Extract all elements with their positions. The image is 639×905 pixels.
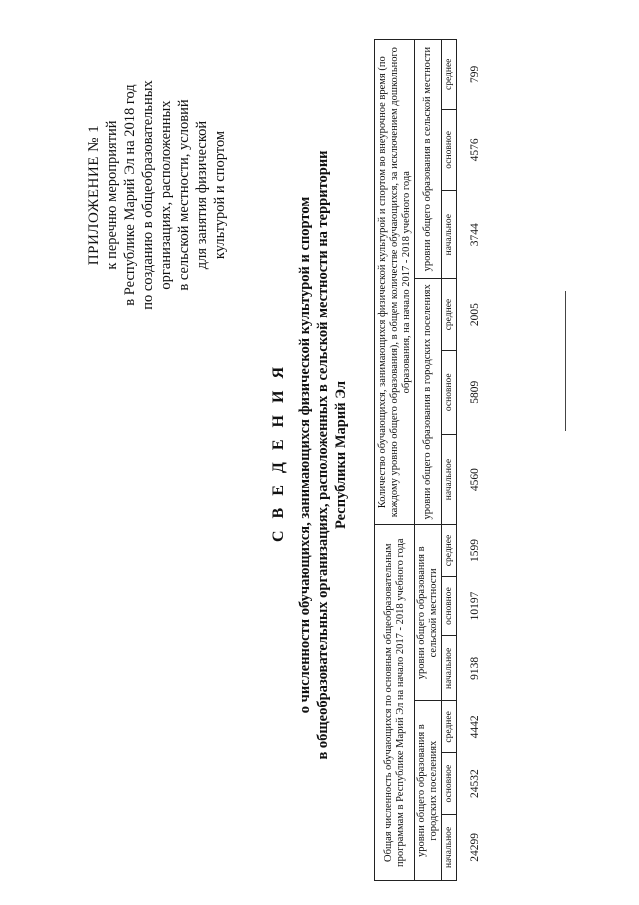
table-cell: 4560 (469, 468, 481, 492)
subtitle-line: в общеобразовательных организациях, расположенных в сельской местности на территории (315, 150, 331, 760)
sub-header-urban: уровни общего образования в городских поселениях (415, 279, 442, 525)
level-label: начальное (442, 814, 457, 880)
table-cell: 799 (469, 65, 481, 83)
group-header-total: Общая численность обучающихся по основным общеобразовательным программам в Республике Марий Эл на начало 2017 - 2018 учебного года (375, 525, 415, 881)
level-label: среднее (442, 40, 457, 110)
appendix-line: по созданию в общеобразовательных (140, 80, 156, 310)
level-label: среднее (442, 701, 457, 753)
appendix-line: к перечню мероприятий (104, 120, 120, 270)
sub-header-rural: уровни общего образования в сельской местности (415, 40, 442, 279)
separator-line (565, 291, 566, 431)
level-label: начальное (442, 191, 457, 279)
table-cell: 10197 (469, 591, 481, 621)
appendix-block (85, 45, 229, 345)
table-cell: 1599 (469, 539, 481, 562)
document-subtitle (296, 115, 350, 795)
sub-header-urban: уровни общего образования в городских поселениях (415, 701, 442, 881)
document-title: С В Е Д Е Н И Я (270, 362, 287, 543)
level-label: основное (442, 576, 457, 636)
level-label: начальное (442, 434, 457, 525)
level-label: среднее (442, 279, 457, 351)
table-cell: 9138 (469, 656, 481, 680)
table-row (457, 40, 494, 881)
appendix-line: для занятия физической (194, 120, 210, 270)
table-cell: 2005 (469, 303, 481, 327)
sub-header-rural: уровни общего образования в сельской местности (415, 525, 442, 701)
level-label: среднее (442, 525, 457, 576)
level-label: основное (442, 350, 457, 434)
level-label: основное (442, 109, 457, 190)
table-cell: 4442 (469, 715, 481, 739)
table-cell: 3744 (469, 223, 481, 247)
subtitle-line: Республики Марий Эл (333, 381, 349, 529)
appendix-line: культурой и спортом (212, 130, 228, 260)
group-header-sport: Количество обучающихся, занимающихся физической культурой и спортом во внеурочное время (по каждому уровню общего образования), в общем количестве обучающихся, за исключением дошкольного образования, на начало 2017 - 2018 учебного года (375, 40, 415, 525)
subtitle-line: о численности обучающихся, занимающихся физической культурой и спортом (297, 196, 313, 714)
appendix-line: организациях, расположенных (158, 100, 174, 290)
level-label: начальное (442, 636, 457, 701)
table-cell: 24299 (469, 832, 481, 862)
statistics-table (374, 39, 493, 881)
appendix-title: ПРИЛОЖЕНИЕ № 1 (86, 124, 102, 266)
table-cell: 5809 (469, 380, 481, 404)
level-label: основное (442, 753, 457, 814)
appendix-line: в Республике Марий Эл на 2018 год (122, 84, 138, 306)
table-cell: 24532 (469, 769, 481, 798)
table-cell: 4576 (469, 138, 481, 162)
appendix-line: в сельской местности, условий (176, 99, 192, 291)
